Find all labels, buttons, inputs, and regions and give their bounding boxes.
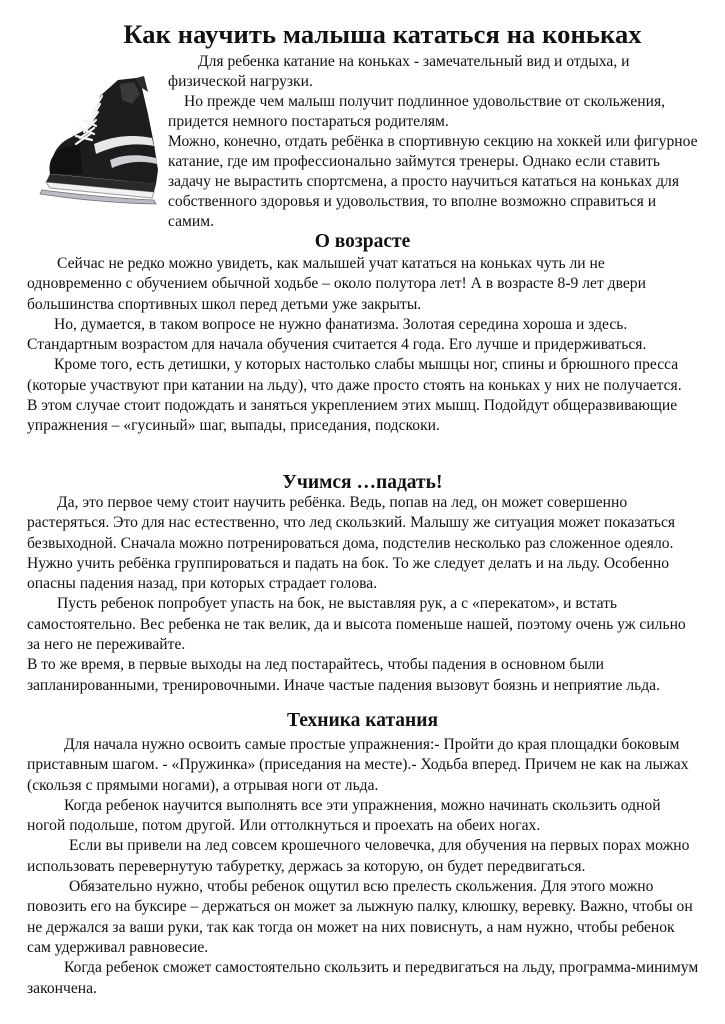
section-heading-technique: Техника катания	[286, 710, 439, 731]
paragraph: В этом случае стоит подождать и заняться укреплением этих мышц. Подойдут общеразвивающие упражнения – «гусиный» шаг, выпады, приседания, подскоки.	[27, 397, 678, 435]
paragraph: Кроме того, есть детишки, у которых настолько слабы мышцы ног, спины и брюшного пресса (которые участвуют при катании на льду), что даже просто стоять на коньках у них не получается.	[27, 356, 682, 394]
intro-text	[168, 52, 698, 232]
intro-paragraph: Можно, конечно, отдать ребёнка в спортивную секцию на хоккей или фигурное катание, где им профессионально займутся тренеры. Однако если ставить задачу не вырастить спортсмена, а просто научиться кататься на коньках для собственного здоровья и удовольствия, то вполне возможно справиться и самим.	[168, 133, 698, 230]
paragraph: Пусть ребенок попробует упасть на бок, не выставляя рук, а с «перекатом», и встать самостоятельно. Вес ребенка не так велик, да и высота поменьше нашей, поэтому очень уж сильно за него не переживайте.	[27, 595, 686, 654]
paragraph: Для начала нужно освоить самые простые упражнения:- Пройти до края площадки боковым приставным шагом. - «Пружинка» (приседания на месте).- Ходьба вперед. Причем не как на лыжах (скользя с прямыми ногами), а отрывая ноги от льда.	[27, 736, 689, 794]
paragraph: В то же время, в первые выходы на лед постарайтесь, чтобы падения в основном были запланированными, тренировочными. Иначе частые падения вызовут боязнь и неприятие льда.	[27, 656, 661, 694]
article-title: Как научить малыша кататься на коньках	[123, 19, 642, 49]
section-heading-age: О возрасте	[314, 231, 411, 252]
ice-skate-icon	[36, 74, 162, 206]
paragraph: Когда ребенок сможет самостоятельно скользить и передвигаться на льду, программа-минимум закончена.	[27, 959, 699, 997]
section-heading-falling: Учимся …падать!	[282, 472, 443, 493]
section-age	[27, 254, 699, 437]
paragraph: Но, думается, в таком вопросе не нужно фанатизма. Золотая середина хороша и здесь. Стандартным возрастом для начала обучения считается 4 года. Его лучше и придерживаться.	[27, 315, 647, 354]
intro-paragraph: Для ребенка катание на коньках - замечательный вид и отдыха, и физической нагрузки.	[168, 53, 630, 90]
paragraph: Когда ребенок научится выполнять все эти упражнения, можно начинать скользить одной ногой подольше, потом другой. Или оттолкнуться и проехать на обеих ногах.	[27, 796, 661, 835]
intro-paragraph: Но прежде чем малыш получит подлинное удовольствие от скольжения, придется немного постараться родителям.	[168, 93, 666, 130]
section-technique	[27, 735, 699, 999]
paragraph: Обязательно нужно, чтобы ребенок ощутил всю прелесть скольжения. Для этого можно повозить его на буксире – держаться он может за лыжную палку, клюшку, веревку. Важно, чтобы он не держался за ваши руки, так как тогда он может на них повиснуть, а нам нужно, чтобы ребенок сам удерживал равновесие.	[27, 878, 693, 956]
section-falling	[27, 493, 699, 696]
paragraph: Да, это первое чему стоит научить ребёнка. Ведь, попав на лед, он может совершенно растеряться. Это для нас естественно, что лед скользкий. Малышу же ситуация может показаться безвыходной. Сначала можно потренироваться дома, подстелив несколько раз сложенное одеяло. Нужно учить ребёнка группироваться и падать на бок. То же следует делать и на льду. Особенно опасны падения назад, при которых страдает голова.	[27, 494, 676, 593]
paragraph: Сейчас не редко можно увидеть, как малышей учат кататься на коньках чуть ли не одновременно с обучением обычной ходьбе – около полутора лет! А в возрасте 8-9 лет двери большинства спортивных школ перед детьми уже закрыты.	[27, 255, 646, 313]
paragraph: Если вы привели на лед совсем крошечного человечка, для обучения на первых порах можно использовать перевернутую табуретку, держась за которую, он будет передвигаться.	[27, 837, 690, 875]
